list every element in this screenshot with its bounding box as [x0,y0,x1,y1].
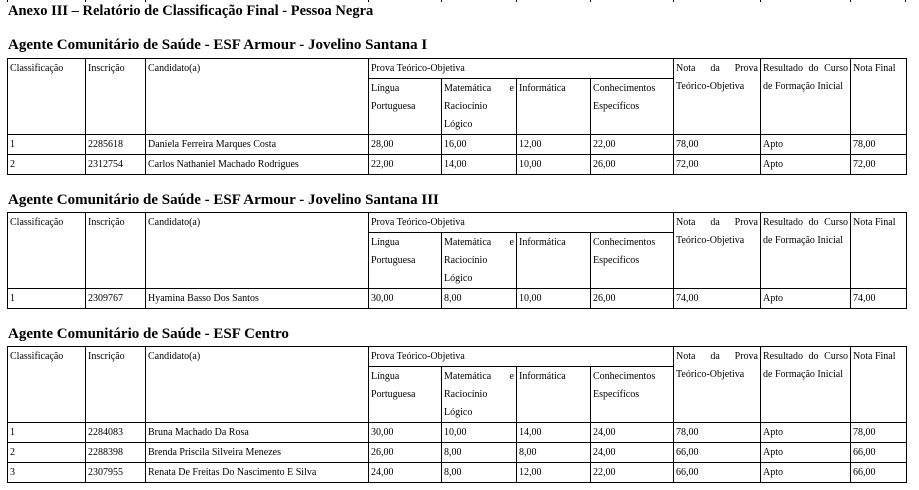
cell-conhecimentos: 24,00 [591,443,674,463]
table-row [8,155,907,175]
cell-lingua: 30,00 [369,289,442,309]
header-informatica: Informática [517,367,591,423]
header-conhecimentos: Conhecimentos Específicos [591,79,674,135]
cell-nota-final: 66,00 [851,443,907,463]
cell-resultado: Apto [761,443,851,463]
cell-conhecimentos: 26,00 [591,155,674,175]
header-prova: Prova Teórico-Objetiva [369,59,674,79]
header-matematica: Matemática e Raciocínio Lógico [442,367,517,423]
cell-candidato: Hyamina Basso Dos Santos [146,289,369,309]
header-nota-final: Nota Final [851,213,907,289]
header-nota-final: Nota Final [851,347,907,423]
previous-table-bottom-edge [0,0,919,2]
cell-inscricao: 2284083 [86,423,146,443]
header-lingua: Língua Portuguesa [369,233,442,289]
cell-resultado: Apto [761,135,851,155]
cell-nota-prova: 66,00 [674,463,761,483]
classification-table [7,212,907,309]
table-row [8,423,907,443]
header-conhecimentos: Conhecimentos Específicos [591,367,674,423]
table-row [8,289,907,309]
header-informatica: Informática [517,233,591,289]
cell-conhecimentos: 22,00 [591,463,674,483]
cell-resultado: Apto [761,423,851,443]
table-row [8,443,907,463]
cell-candidato: Bruna Machado Da Rosa [146,423,369,443]
header-nota-prova: Nota da Prova Teórico-Objetiva [674,213,761,289]
header-resultado-curso: Resultado do Curso de Formação Inicial [761,347,851,423]
cell-nota-prova: 78,00 [674,135,761,155]
cell-informatica: 10,00 [517,155,591,175]
header-candidato: Candidato(a) [146,347,369,423]
header-inscricao: Inscrição [86,347,146,423]
header-nota-final: Nota Final [851,59,907,135]
table-row [8,463,907,483]
header-matematica: Matemática e Raciocínio Lógico [442,233,517,289]
cell-informatica: 12,00 [517,135,591,155]
cell-inscricao: 2309767 [86,289,146,309]
cell-classificacao: 1 [8,423,86,443]
cell-informatica: 8,00 [517,443,591,463]
header-inscricao: Inscrição [86,213,146,289]
section-title: Agente Comunitário de Saúde - ESF Armour - Jovelino Santana III [8,192,439,208]
header-classificacao: Classificação [8,347,86,423]
cell-classificacao: 1 [8,135,86,155]
header-prova: Prova Teórico-Objetiva [369,213,674,233]
cell-matematica: 10,00 [442,423,517,443]
header-conhecimentos: Conhecimentos Específicos [591,233,674,289]
section-title: Agente Comunitário de Saúde - ESF Armour - Jovelino Santana I [8,37,428,53]
classification-table [7,346,907,483]
header-informatica: Informática [517,79,591,135]
cell-inscricao: 2312754 [86,155,146,175]
header-resultado-curso: Resultado do Curso de Formação Inicial [761,213,851,289]
classification-table [7,58,907,175]
cell-classificacao: 2 [8,443,86,463]
cell-conhecimentos: 24,00 [591,423,674,443]
cell-lingua: 30,00 [369,423,442,443]
cell-matematica: 14,00 [442,155,517,175]
cell-resultado: Apto [761,289,851,309]
cell-inscricao: 2288398 [86,443,146,463]
cell-matematica: 16,00 [442,135,517,155]
cell-informatica: 14,00 [517,423,591,443]
cell-conhecimentos: 26,00 [591,289,674,309]
cell-classificacao: 2 [8,155,86,175]
cell-conhecimentos: 22,00 [591,135,674,155]
cell-nota-prova: 66,00 [674,443,761,463]
header-classificacao: Classificação [8,59,86,135]
cell-classificacao: 1 [8,289,86,309]
cell-inscricao: 2285618 [86,135,146,155]
cell-informatica: 10,00 [517,289,591,309]
cell-informatica: 12,00 [517,463,591,483]
cell-nota-final: 78,00 [851,135,907,155]
cell-nota-prova: 72,00 [674,155,761,175]
cell-nota-final: 72,00 [851,155,907,175]
header-nota-prova: Nota da Prova Teórico-Objetiva [674,347,761,423]
header-candidato: Candidato(a) [146,59,369,135]
cell-nota-final: 74,00 [851,289,907,309]
cell-lingua: 24,00 [369,463,442,483]
header-lingua: Língua Portuguesa [369,79,442,135]
cell-inscricao: 2307955 [86,463,146,483]
cell-lingua: 26,00 [369,443,442,463]
cell-matematica: 8,00 [442,443,517,463]
cell-classificacao: 3 [8,463,86,483]
cell-nota-prova: 78,00 [674,423,761,443]
cell-resultado: Apto [761,463,851,483]
section-title: Agente Comunitário de Saúde - ESF Centro [8,326,289,342]
cell-lingua: 28,00 [369,135,442,155]
document-title: Anexo III – Relatório de Classificação Final - Pessoa Negra [8,3,374,19]
cell-matematica: 8,00 [442,289,517,309]
cell-candidato: Carlos Nathaniel Machado Rodrigues [146,155,369,175]
header-classificacao: Classificação [8,213,86,289]
cell-candidato: Renata De Freitas Do Nascimento E Silva [146,463,369,483]
header-prova: Prova Teórico-Objetiva [369,347,674,367]
header-nota-prova: Nota da Prova Teórico-Objetiva [674,59,761,135]
header-matematica: Matemática e Raciocínio Lógico [442,79,517,135]
cell-nota-final: 66,00 [851,463,907,483]
header-inscricao: Inscrição [86,59,146,135]
header-lingua: Língua Portuguesa [369,367,442,423]
cell-lingua: 22,00 [369,155,442,175]
cell-resultado: Apto [761,155,851,175]
header-resultado-curso: Resultado do Curso de Formação Inicial [761,59,851,135]
cell-candidato: Daniela Ferreira Marques Costa [146,135,369,155]
header-candidato: Candidato(a) [146,213,369,289]
cell-candidato: Brenda Priscila Silveira Menezes [146,443,369,463]
cell-nota-prova: 74,00 [674,289,761,309]
table-row [8,135,907,155]
cell-nota-final: 78,00 [851,423,907,443]
cell-matematica: 8,00 [442,463,517,483]
